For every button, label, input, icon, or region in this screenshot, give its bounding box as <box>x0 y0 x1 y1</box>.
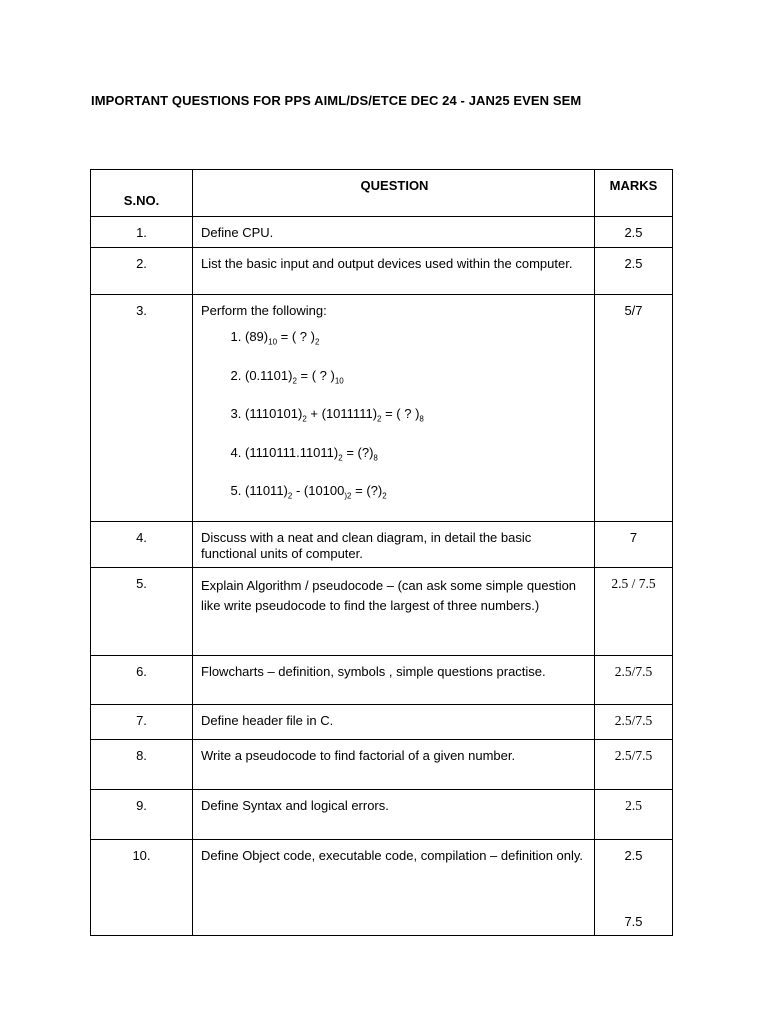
table-row <box>91 567 673 655</box>
list-item: 5. $(11011)_2 - (10100_{)2}$ = $(?)_2$ <box>245 482 588 506</box>
row-question: Define header file in C. <box>193 704 595 739</box>
table-row <box>91 789 673 839</box>
header-sno: S.NO. <box>91 170 193 217</box>
table-row <box>91 839 673 935</box>
list-item: 3. $(1110101)_2 + (1011111)_2$ = ( ? )$_8$ <box>245 405 588 429</box>
row-sno: 9. <box>91 789 193 839</box>
row-sno: 7. <box>91 704 193 739</box>
table-row <box>91 295 673 522</box>
row-sno: 5. <box>91 567 193 655</box>
table-row <box>91 217 673 248</box>
document-title: IMPORTANT QUESTIONS FOR PPS AIML/DS/ETCE DEC 24 - JAN25 EVEN SEM <box>91 93 582 108</box>
row-question: Discuss with a neat and clean diagram, in detail the basic functional units of computer. <box>193 521 595 567</box>
questions-table <box>90 169 673 936</box>
row-question: Explain Algorithm / pseudocode – (can ask some simple question like write pseudocode to find the largest of three numbers.) <box>193 567 595 655</box>
row-marks: 2.5/7.5 <box>595 704 673 739</box>
row-marks <box>595 839 673 935</box>
row-marks: 2.5/7.5 <box>595 739 673 789</box>
table-row <box>91 704 673 739</box>
header-question: QUESTION <box>193 170 595 217</box>
row-sno: 4. <box>91 521 193 567</box>
row-question: Write a pseudocode to find factorial of a given number. <box>193 739 595 789</box>
table-header-row <box>91 170 673 217</box>
marks-secondary: 7.5 <box>624 913 643 929</box>
table-row <box>91 521 673 567</box>
list-item: 1. $(89)_{10}$ = ( ? )$_2$ <box>245 328 588 352</box>
row-question: Define Syntax and logical errors. <box>193 789 595 839</box>
row-marks: 7 <box>595 521 673 567</box>
conversion-list <box>201 328 588 506</box>
row-marks: 2.5 <box>595 789 673 839</box>
row-question: Define Object code, executable code, compilation – definition only. <box>193 839 595 935</box>
table-row <box>91 248 673 295</box>
row-sno: 2. <box>91 248 193 295</box>
list-item: 2. $(0.1101)_2$ = ( ? )$_{10}$ <box>245 367 588 391</box>
row-sno: 1. <box>91 217 193 248</box>
row-sno: 6. <box>91 655 193 704</box>
question-intro: Perform the following: <box>201 303 327 318</box>
table-row <box>91 655 673 704</box>
row-question: Define CPU. <box>193 217 595 248</box>
row-question: Flowcharts – definition, symbols , simple questions practise. <box>193 655 595 704</box>
row-question <box>193 295 595 522</box>
row-marks: 5/7 <box>595 295 673 522</box>
list-item: 4. $(1110111.11011)_2$ = $(?)_8$ <box>245 444 588 468</box>
row-marks: 2.5/7.5 <box>595 655 673 704</box>
row-marks: 2.5 <box>595 248 673 295</box>
row-marks: 2.5 / 7.5 <box>595 567 673 655</box>
row-sno: 3. <box>91 295 193 522</box>
marks-primary: 2.5 <box>624 847 643 863</box>
header-marks: MARKS <box>595 170 673 217</box>
row-question: List the basic input and output devices used within the computer. <box>193 248 595 295</box>
row-sno: 10. <box>91 839 193 935</box>
row-marks: 2.5 <box>595 217 673 248</box>
row-sno: 8. <box>91 739 193 789</box>
table-row <box>91 739 673 789</box>
